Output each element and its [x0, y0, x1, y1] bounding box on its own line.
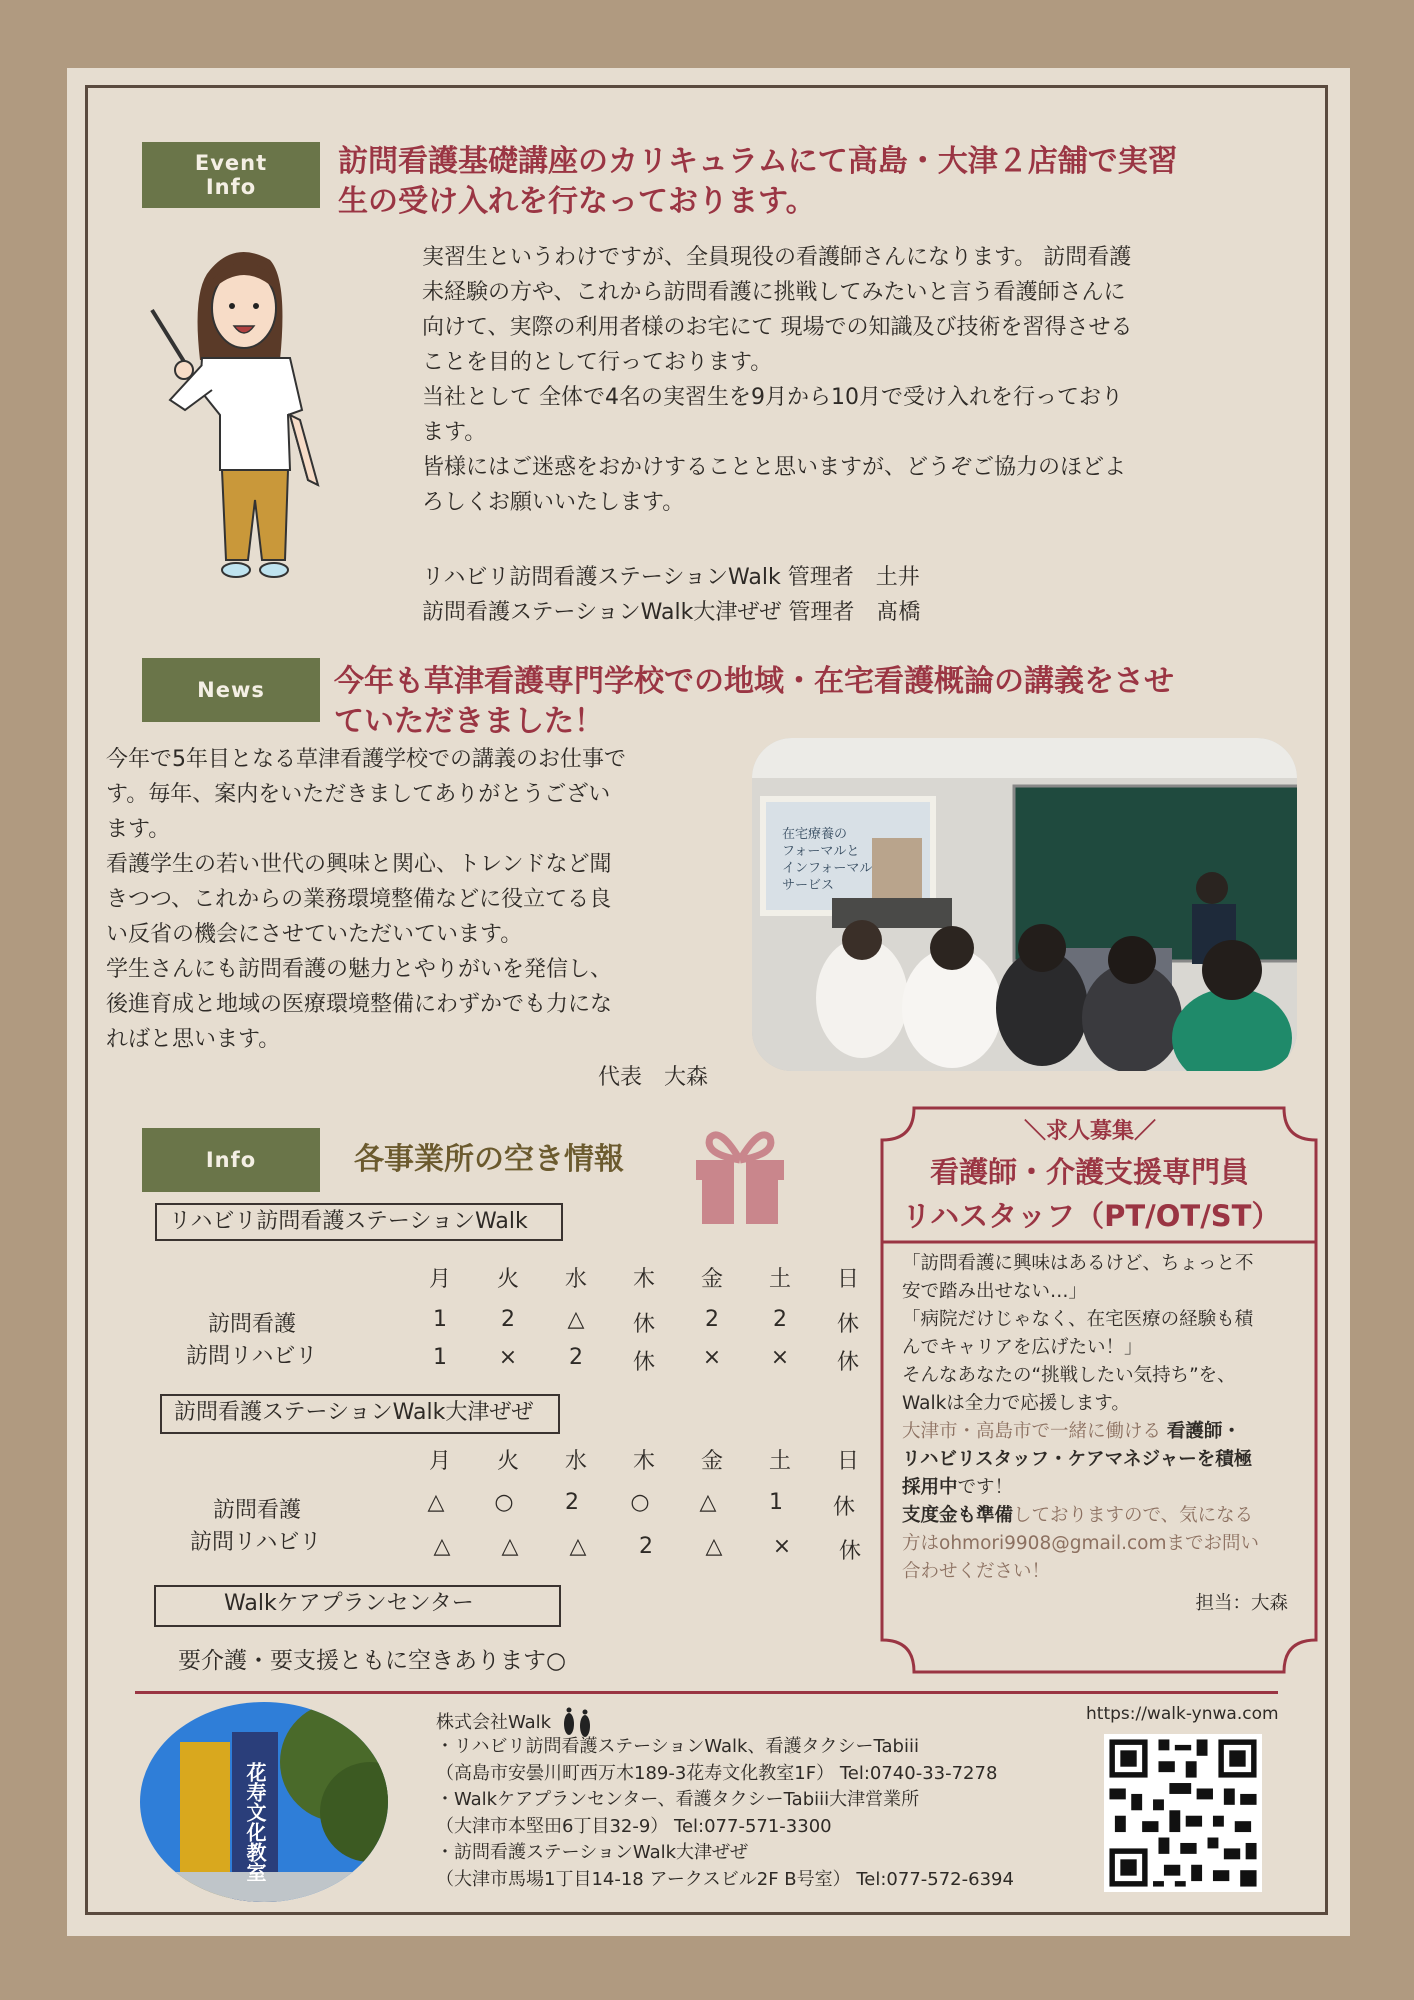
cell: △	[705, 1534, 723, 1559]
cell: 休	[632, 1350, 655, 1375]
footer-office-2: ・Walkケアプランセンター、看護タクシーTabiii大津営業所	[436, 1789, 920, 1810]
info-tag: Info	[142, 1128, 320, 1192]
company-name-text: 株式会社Walk	[436, 1712, 552, 1733]
building-sign-text: 花寿文化教室	[243, 1762, 267, 1882]
news-tag: News	[142, 658, 320, 722]
day-thu: 木	[632, 1449, 655, 1474]
event-body: 実習生というわけですが、全員現役の看護師さんになります。 訪問看護 未経験の方や、これから訪問看護に挑戦してみたいと言う看護師さんに 向けて、実際の利用者様のお宅にて 現場での知識及び技術を習得させる ことを目的として行っております。 当社として 全体で4名の実習生を9月から10月で受け入れを行っており ます。 皆様にはご迷惑をおかけすることと思いますが、どうぞご協力のほどよ ろしくお願いいたします。	[422, 245, 1133, 515]
office1-row2	[406, 1345, 882, 1376]
gift-icon	[690, 1122, 790, 1226]
office1-name: リハビリ訪問看護ステーションWalk	[155, 1203, 563, 1241]
news-headline-line2: ていただきました！	[334, 704, 604, 739]
event-signature-1: リハビリ訪問看護ステーションWalk 管理者 土井	[422, 565, 920, 590]
news-headline	[334, 662, 1294, 742]
day-mon: 月	[428, 1267, 451, 1292]
footer-addresses	[436, 1734, 1014, 1893]
recruit-contact: 担当：大森	[1195, 1593, 1288, 1614]
cell: ×	[772, 1534, 792, 1559]
qr-code[interactable]	[1104, 1734, 1262, 1892]
recruit-kicker: ＼求人募集／	[1024, 1119, 1157, 1144]
recruit-title-2: リハスタッフ（PT/OT/ST）	[902, 1199, 1281, 1233]
cell: 2	[773, 1307, 787, 1332]
office3-name: Walkケアプランセンター	[154, 1585, 561, 1627]
office2-name: 訪問看護ステーションWalk大津ぜぜ	[160, 1394, 560, 1434]
classroom-photo	[752, 738, 1297, 1071]
recruit-title-1: 看護師・介護支援専門員	[930, 1155, 1250, 1189]
footer-address-2: （大津市本堅田6丁目32-9） Tel:077-571-3300	[436, 1815, 832, 1837]
office1-days	[406, 1262, 882, 1293]
cell: 2	[569, 1345, 583, 1370]
event-info-tag	[142, 142, 320, 208]
cell: △	[699, 1490, 717, 1515]
event-headline-line2: 生の受け入れを行なっております。	[338, 184, 816, 219]
day-fri: 金	[700, 1267, 723, 1292]
event-signature-2: 訪問看護ステーションWalk大津ぜぜ 管理者 髙橋	[422, 600, 921, 625]
recruit-line-2a: 大津市・高島市で一緒に働ける	[902, 1421, 1162, 1442]
cell: 1	[433, 1307, 447, 1332]
cell: 2	[705, 1307, 719, 1332]
cell: 2	[565, 1490, 579, 1515]
office1-row1	[406, 1307, 882, 1338]
cell: 2	[501, 1307, 515, 1332]
cell: 1	[769, 1490, 783, 1515]
slide-text: 在宅療養の フォーマルと インフォーマル サービス	[782, 827, 873, 893]
cell: △	[427, 1490, 445, 1515]
day-sat: 土	[768, 1449, 791, 1474]
recruit-line-1: そんなあなたの“挑戦したい気持ち”を、 Walkは全力で応援します。	[902, 1365, 1236, 1414]
cell: ○	[630, 1490, 650, 1515]
cell: 休	[838, 1539, 861, 1564]
cell: △	[569, 1534, 587, 1559]
office1-row2-label: 訪問リハビリ	[186, 1344, 318, 1369]
recruit-line-2	[902, 1418, 1312, 1502]
cell: ×	[702, 1345, 722, 1370]
office2-row2	[408, 1534, 884, 1565]
day-tue: 火	[496, 1267, 519, 1292]
recruit-body	[902, 1250, 1312, 1618]
recruit-line-3a: 支度金も準備	[902, 1505, 1014, 1526]
news-body: 今年で5年目となる草津看護学校での講義のお仕事で す。毎年、案内をいただきましてありがとうござい ます。 看護学生の若い世代の興味と関心、トレンドなど聞 きつつ、これからの業務環境整備などに役立てる良 い反省の機会にさせていただいています。 学生さんにも訪問看護の魅力とやりがいを発信し、 後進育成と地域の医療環境整備にわずかでも力にな ればと思います。	[106, 747, 626, 1052]
office3-note: 要介護・要支援ともに空きあります○	[178, 1648, 567, 1674]
footer-office-1: ・リハビリ訪問看護ステーションWalk、看護タクシーTabiii	[436, 1736, 919, 1757]
recruit-quote-1: 「訪問看護に興味はあるけど、ちょっと不 安で踏み出せない…」	[902, 1253, 1254, 1302]
office2-row2-label: 訪問リハビリ	[190, 1530, 322, 1555]
classroom-photo-art	[752, 738, 1297, 1071]
website-url[interactable]: https://walk-ynwa.com	[1086, 1704, 1279, 1724]
cell: △	[567, 1307, 585, 1332]
day-sun: 日	[836, 1267, 859, 1292]
recruit-line-2b: 看護師・ リハビリスタッフ・ケアマネジャーを積極 採用中	[902, 1421, 1253, 1498]
cell: 休	[832, 1495, 855, 1520]
event-headline	[338, 142, 1278, 222]
recruit-line-3	[902, 1502, 1312, 1586]
office2-row1-label: 訪問看護	[213, 1498, 302, 1523]
day-mon: 月	[428, 1449, 451, 1474]
nurse-illustration	[140, 240, 370, 590]
cell: ×	[770, 1345, 790, 1370]
news-headline-line1: 今年も草津看護専門学校での地域・在宅看護概論の講義をさせ	[334, 664, 1174, 699]
cell: 2	[639, 1534, 653, 1559]
news-signature: 代表 大森	[598, 1065, 709, 1090]
cell: 休	[836, 1312, 859, 1337]
cell: ×	[498, 1345, 518, 1370]
day-wed: 水	[564, 1449, 587, 1474]
recruit-line-3b: しておりますので、気になる 方はohmori9908@gmail.comまでお問い 合わせください！	[902, 1505, 1259, 1582]
cell: 休	[632, 1312, 655, 1337]
office2-row1	[402, 1490, 878, 1521]
day-thu: 木	[632, 1267, 655, 1292]
day-sun: 日	[836, 1449, 859, 1474]
recruit-line-2c: です！	[957, 1477, 1014, 1498]
cell: △	[501, 1534, 519, 1559]
day-wed: 水	[564, 1267, 587, 1292]
event-headline-line1: 訪問看護基礎講座のカリキュラムにて高島・大津２店舗で実習	[338, 144, 1178, 179]
event-tag-line1: Event	[194, 151, 268, 175]
footer-office-3: ・訪問看護ステーションWalk大津ぜぜ	[436, 1842, 749, 1863]
footer-address-3: （大津市馬場1丁目14-18 アークスビル2F B号室） Tel:077-572-6394	[436, 1868, 1014, 1890]
cell: △	[433, 1534, 451, 1559]
day-tue: 火	[496, 1449, 519, 1474]
recruit-quote-2: 「病院だけじゃなく、在宅医療の経験も積 んでキャリアを広げたい！」	[902, 1309, 1254, 1358]
building-photo-art	[140, 1702, 388, 1902]
cell: 休	[836, 1350, 859, 1375]
info-heading: 各事業所の空き情報	[354, 1142, 624, 1177]
day-sat: 土	[768, 1267, 791, 1292]
cell: 1	[433, 1345, 447, 1370]
office1-row1-label: 訪問看護	[208, 1312, 297, 1337]
footer-address-1: （高島市安曇川町西万木189-3花寿文化教室1F） Tel:0740-33-7278	[436, 1762, 998, 1784]
event-tag-line2: Info	[205, 175, 257, 199]
cell: ○	[494, 1490, 514, 1515]
office2-days	[406, 1444, 882, 1475]
day-fri: 金	[700, 1449, 723, 1474]
building-photo	[140, 1702, 388, 1902]
footer-divider	[135, 1691, 1278, 1694]
